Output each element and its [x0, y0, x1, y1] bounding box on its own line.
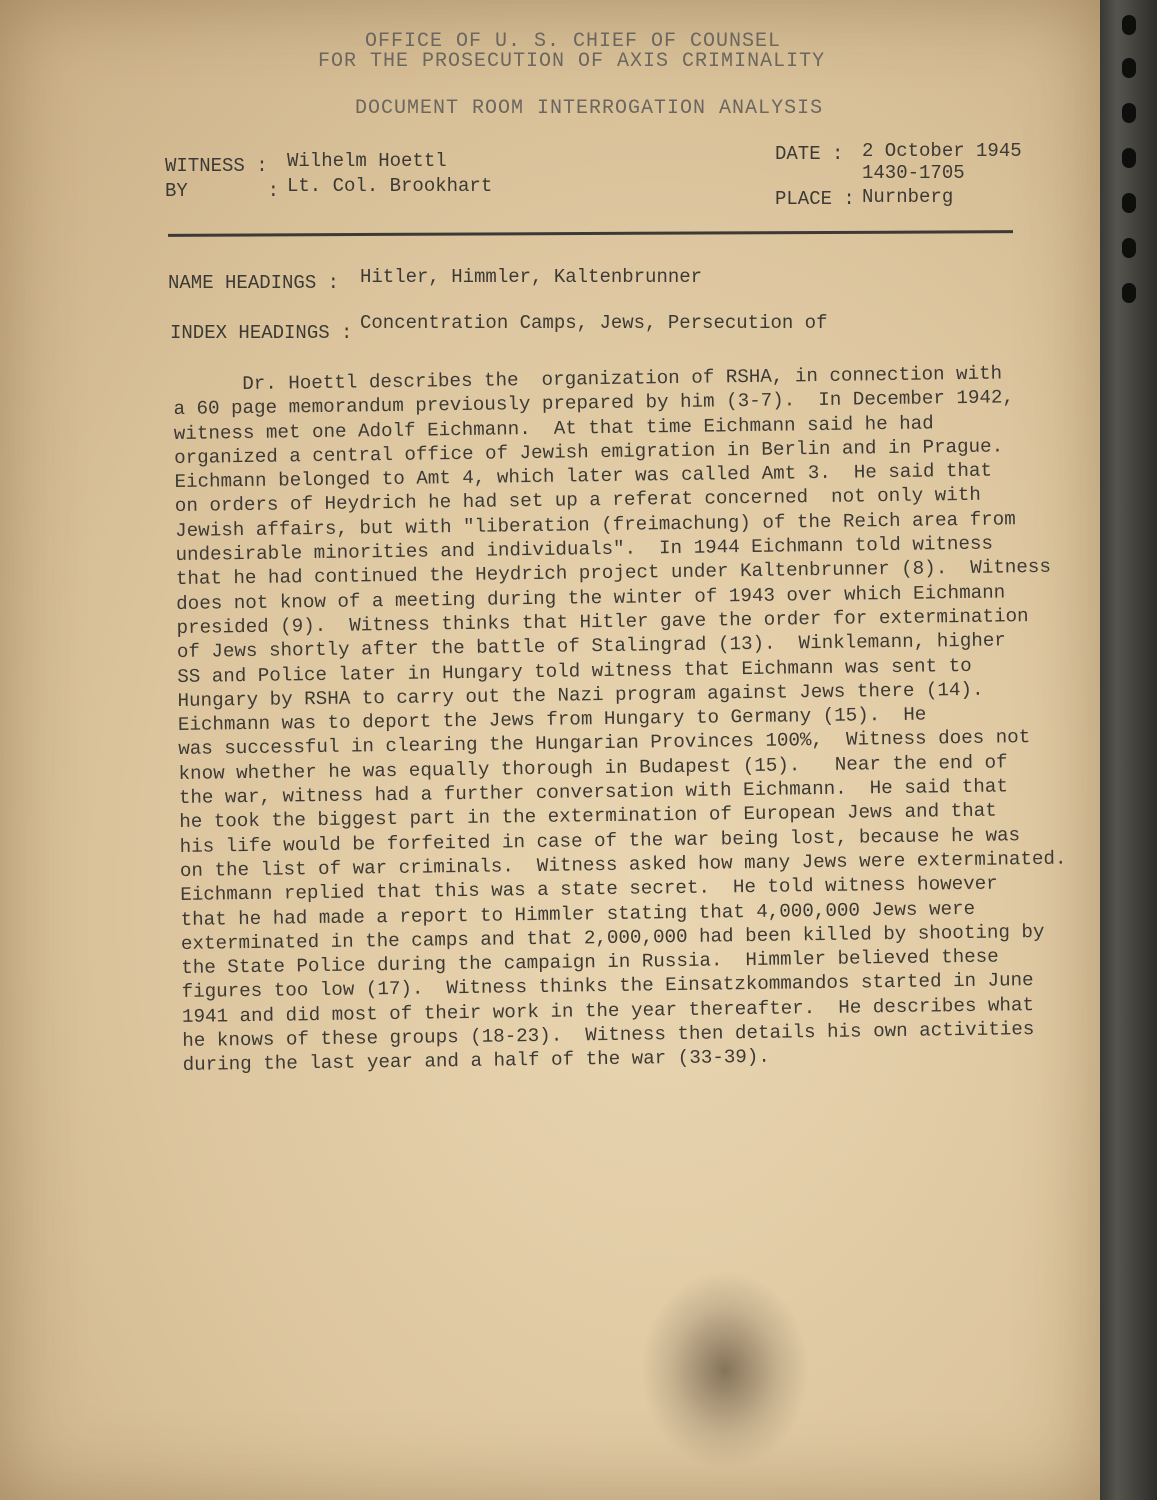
body-line: 1941 and did most of their work in the year thereafter. He describes what: [181, 993, 1035, 1028]
body-line: was successful in clearing the Hungarian Provinces 100%, Witness does not: [178, 726, 1031, 761]
body-line: Jewish affairs, but with "liberation (freimachung) of the Reich area from: [175, 508, 1016, 542]
body-line: that he had continued the Heydrich project under Kaltenbrunner (8). Witness: [175, 556, 1052, 591]
binder-hole: [1122, 238, 1136, 258]
body-line: figures too low (17). Witness thinks the Einsatzkommandos started in June: [181, 969, 1034, 1004]
binder-strip: [1100, 0, 1157, 1500]
body-line: that he had made a report to Himmler stating that 4,000,000 Jews were: [180, 897, 976, 931]
body-line: of Jews shortly after the battle of Stalingrad (13). Winklemann, higher: [176, 629, 1007, 664]
index-headings-value: Concentration Camps, Jews, Persecution of: [360, 312, 828, 334]
water-stain: [640, 1270, 810, 1470]
binder-hole: [1122, 148, 1136, 168]
header-office-line: OFFICE OF U. S. CHIEF OF COUNSEL: [365, 30, 782, 53]
binder-hole: [1122, 283, 1136, 303]
time-value: 1430-1705: [862, 162, 965, 184]
body-line: SS and Police later in Hungary told witness that Eichmann was sent to: [177, 654, 972, 688]
body-line: the war, witness had a further conversation with Eichmann. He said that: [178, 775, 1009, 810]
body-line: exterminated in the camps and that 2,000,000 had been killed by shooting by: [180, 920, 1045, 955]
body-line: Hungary by RSHA to carry out the Nazi program against Jews there (14).: [177, 678, 984, 712]
place-label: PLACE :: [775, 188, 855, 210]
body-line: organized a central office of Jewish emigration in Berlin and in Prague.: [174, 435, 1004, 469]
body-line: a 60 page memorandum previously prepared by him (3-7). In December 1942,: [173, 386, 1015, 421]
header-prosecution-line: FOR THE PROSECUTION OF AXIS CRIMINALITY: [318, 50, 826, 73]
header-analysis-line: DOCUMENT ROOM INTERROGATION ANALYSIS: [355, 97, 824, 120]
witness-value: Wilhelm Hoettl: [287, 150, 447, 172]
witness-label: WITNESS :: [165, 155, 268, 177]
body-line: know whether he was equally thorough in Budapest (15). Near the end of: [178, 751, 1008, 785]
body-line: he knows of these groups (18-23). Witness then details his own activities: [182, 1018, 1035, 1052]
body-line: the State Police during the campaign in Russia. Himmler believed these: [181, 945, 999, 980]
body-line: Eichmann was to deport the Jews from Hungary to Germany (15). He: [177, 703, 927, 737]
horizontal-rule: [168, 230, 1013, 237]
body-line: Eichmann belonged to Amt 4, which later was called Amt 3. He said that: [174, 459, 993, 494]
body-line: Eichmann replied that this was a state secret. He told witness however: [180, 872, 998, 907]
date-label: DATE :: [775, 143, 844, 165]
body-line: presided (9). Witness thinks that Hitler gave the order for extermination: [176, 605, 1029, 639]
body-line: Dr. Hoettl describes the organization of RSHA, in connection with: [173, 362, 1003, 396]
name-headings-label: NAME HEADINGS :: [168, 272, 340, 294]
body-line: undesirable minorities and individuals". In 1944 Eichmann told witness: [175, 532, 994, 567]
analysis-body-text: [173, 360, 1083, 1077]
body-line: witness met one Adolf Eichmann. At that time Eichmann said he had: [173, 411, 934, 445]
body-line: on orders of Heydrich he had set up a referat concerned not only with: [174, 484, 981, 518]
name-headings-value: Hitler, Himmler, Kaltenbrunner: [360, 266, 703, 288]
body-line: his life would be forfeited in case of the war being lost, because he was: [179, 823, 1021, 858]
by-label: BY :: [165, 180, 280, 202]
binder-hole: [1122, 193, 1136, 213]
body-line: does not know of a meeting during the winter of 1943 over which Eichmann: [176, 581, 1006, 615]
by-value: Lt. Col. Brookhart: [287, 175, 493, 197]
binder-hole: [1122, 58, 1136, 78]
place-value: Nurnberg: [862, 186, 954, 208]
date-value: 2 October 1945: [862, 140, 1022, 162]
binder-hole: [1122, 103, 1136, 123]
body-line: during the last year and a half of the war (33-39).: [182, 1046, 770, 1077]
body-line: he took the biggest part in the extermination of European Jews and that: [179, 799, 997, 834]
index-headings-label: INDEX HEADINGS :: [170, 322, 353, 344]
body-line: on the list of war criminals. Witness asked how many Jews were exterminated.: [179, 847, 1067, 882]
binder-hole: [1122, 15, 1136, 35]
